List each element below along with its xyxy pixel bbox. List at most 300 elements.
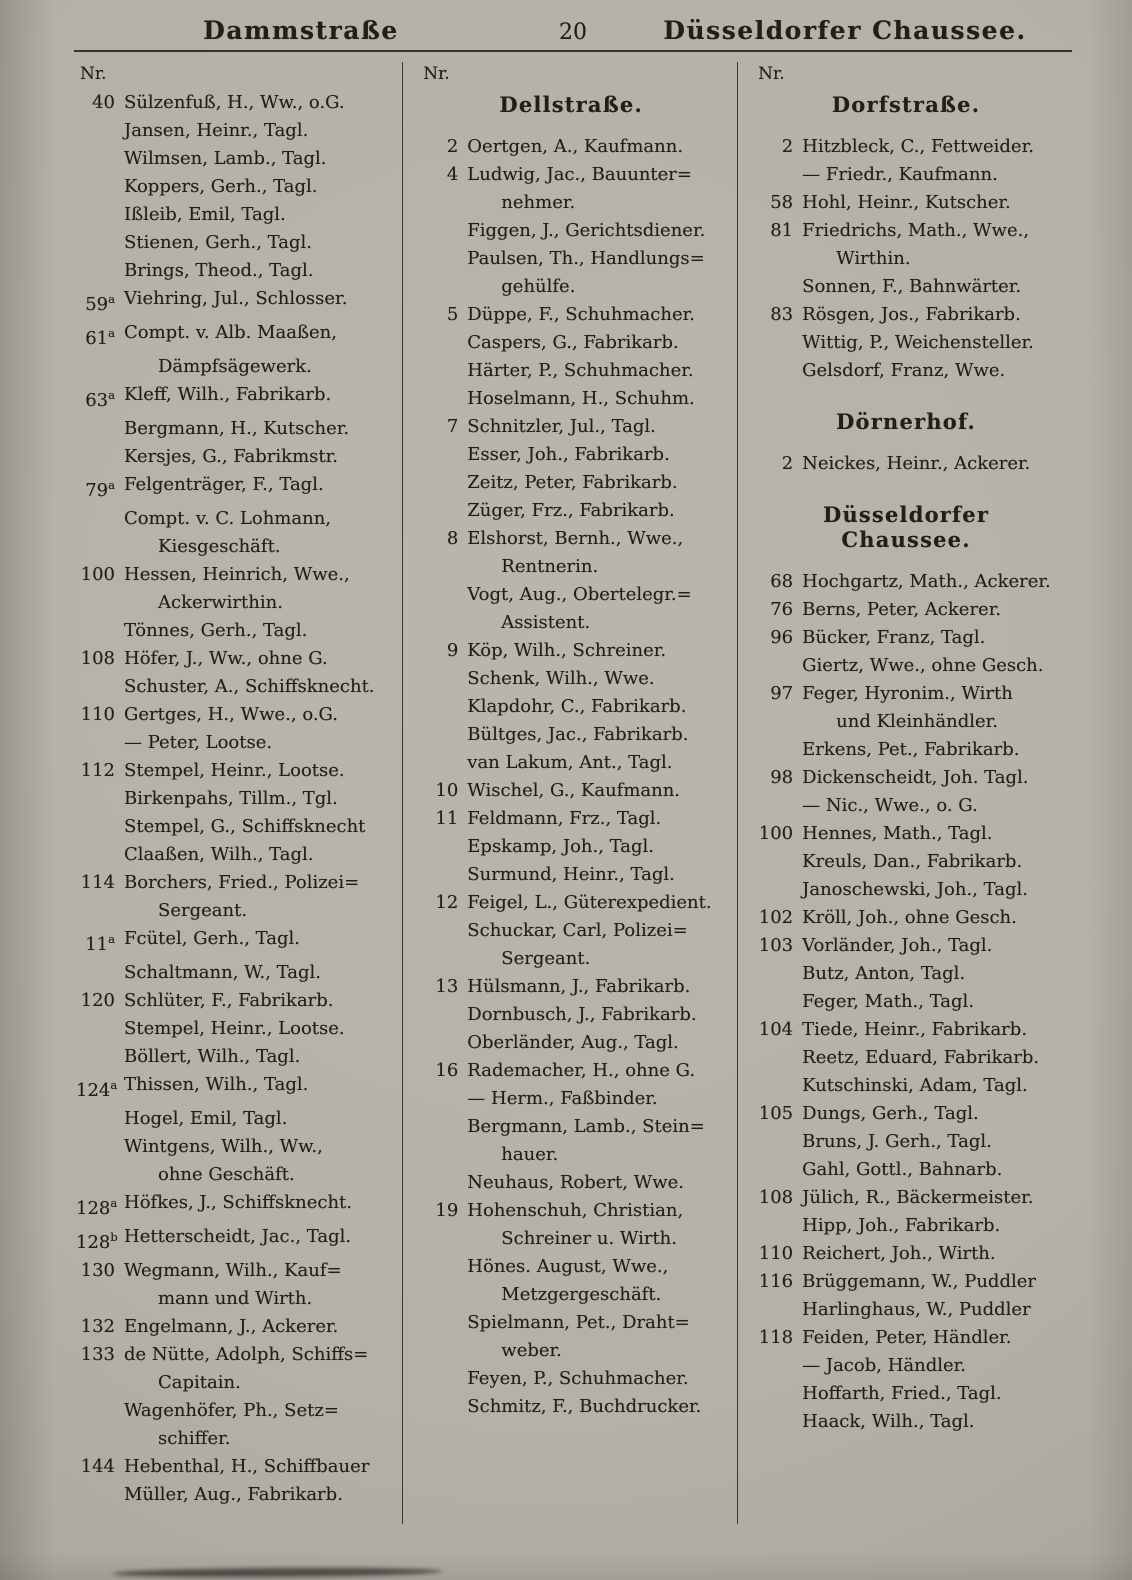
entry-line-continuation [754,708,1068,736]
entry-text: Schmitz, F., Buchdrucker. [467,1396,702,1417]
entry-line [76,1043,398,1071]
entry-text: Feger, Math., Tagl. [802,991,975,1012]
entry-text: Höfkes, J., Schiffsknecht. [124,1192,352,1213]
house-number [76,959,124,987]
entry-line [419,889,733,917]
house-number: 133 [80,1344,115,1365]
entry-line [76,1481,398,1509]
house-number: 130 [80,1260,115,1281]
house-number [419,1029,467,1057]
house-number [754,1212,802,1240]
house-number [76,785,124,813]
entry-text: Schuster, A., Schiffsknecht. [124,676,375,697]
entry-text: Feldmann, Frz., Tagl. [467,808,662,829]
entry-text: Capitain. [158,1372,241,1393]
entry-line [754,960,1068,988]
house-number: 120 [80,990,115,1011]
house-number [419,469,467,497]
house-number [419,693,467,721]
house-number: 8 [446,528,459,549]
entry-text: Sergeant. [501,948,591,969]
house-number: 112 [80,760,115,781]
entry-line-continuation [419,189,733,217]
entry-text: — Friedr., Kaufmann. [802,164,998,185]
page-number: 20 [559,20,587,45]
house-number: 12 [435,892,459,913]
entry-text: Wischel, G., Kaufmann. [467,780,681,801]
house-number [754,245,802,273]
entry-line [754,450,1068,478]
entry-text: Spielmann, Pet., Draht= [467,1312,690,1333]
entry-text: hauer. [501,1144,559,1165]
entry-text: Vogt, Aug., Obertelegr.= [467,584,692,605]
directory-columns [74,62,1072,1524]
entry-text: Hohenschuh, Christian, [467,1200,684,1221]
house-number: 104 [758,1019,794,1040]
house-number: 83 [770,304,794,325]
house-number [419,665,467,693]
house-number [754,1352,802,1380]
entry-line-continuation [419,945,733,973]
house-number [76,1043,124,1071]
house-number: 19 [435,1200,459,1221]
entry-line-continuation [76,533,398,561]
entry-text: Düppe, F., Schuhmacher. [467,304,695,325]
house-number: 97 [770,683,794,704]
entry-text: Neickes, Heinr., Ackerer. [802,453,1031,474]
entry-line [754,764,1068,792]
house-number [76,415,124,443]
entry-line-continuation [419,1141,733,1169]
house-number: 58 [770,192,794,213]
entry-line [76,1015,398,1043]
entry-line-continuation [76,897,398,925]
house-number: 81 [770,220,794,241]
entry-text: Haack, Wilh., Tagl. [802,1411,975,1432]
house-number [419,861,467,889]
house-number: 128$^a$ [76,1196,118,1219]
entry-text: Butz, Anton, Tagl. [802,963,966,984]
directory-column [737,62,1072,1524]
entry-line [419,469,733,497]
house-number: 105 [758,1103,794,1124]
entry-text: Hoffarth, Fried., Tagl. [802,1383,1002,1404]
entry-text: Rösgen, Jos., Fabrikarb. [802,304,1021,325]
entry-line [419,917,733,945]
house-number [419,385,467,413]
house-number [419,1085,467,1113]
house-number [754,273,802,301]
entry-text: Bücker, Franz, Tagl. [802,627,986,648]
house-number [754,1156,802,1184]
entry-line [419,1085,733,1113]
house-number: 2 [446,136,459,157]
house-number: 98 [770,767,794,788]
entry-line [76,173,398,201]
entry-text: Hohl, Heinr., Kutscher. [802,192,1011,213]
house-number: 16 [435,1060,459,1081]
entry-line [76,319,398,353]
entry-text: Hebenthal, H., Schiffbauer [124,1456,370,1477]
entry-line [76,1133,398,1161]
entry-text: Jülich, R., Bäckermeister. [802,1187,1034,1208]
entry-line [76,471,398,505]
entry-line [76,117,398,145]
house-number: 40 [92,92,115,113]
house-number: 108 [758,1187,794,1208]
entry-line [76,1189,398,1223]
house-number [76,1425,124,1453]
entry-line [419,1365,733,1393]
entry-line [754,1016,1068,1044]
house-number: 102 [758,907,794,928]
entry-line [76,1223,398,1257]
entry-line [419,357,733,385]
entry-text: Reetz, Eduard, Fabrikarb. [802,1047,1040,1068]
entry-text: Stienen, Gerh., Tagl. [124,232,312,253]
house-number [754,161,802,189]
entry-line-continuation [754,245,1068,273]
house-number [76,201,124,229]
entry-line [419,413,733,441]
entry-line [754,273,1068,301]
house-number: 79$^a$ [85,478,115,501]
house-number: 7 [446,416,459,437]
entry-line [419,693,733,721]
entry-text: nehmer. [501,192,576,213]
entry-line [76,729,398,757]
entry-text: Gertges, H., Wwe., o.G. [124,704,339,725]
house-number [76,229,124,257]
house-number [754,1296,802,1324]
entry-text: und Kleinhändler. [836,711,998,732]
entry-line [754,1296,1068,1324]
entry-text: Compt. v. C. Lohmann, [124,508,332,529]
entry-text: Kersjes, G., Fabrikmstr. [124,446,338,467]
entry-text: Kiesgeschäft. [158,536,281,557]
running-head-right: Düsseldorfer Chaussee. [663,16,1027,45]
house-number [754,357,802,385]
running-header [74,16,1072,45]
entry-text: Caspers, G., Fabrikarb. [467,332,679,353]
house-number: 114 [80,872,115,893]
entry-text: Ißleib, Emil, Tagl. [124,204,286,225]
entry-text: Schuckar, Carl, Polizei= [467,920,688,941]
entry-text: Böllert, Wilh., Tagl. [124,1046,301,1067]
header-rule [74,50,1072,52]
entry-line [419,217,733,245]
entry-line [419,1113,733,1141]
entry-line [754,357,1068,385]
house-number: 59$^a$ [85,292,115,315]
entry-line [76,1453,398,1481]
entry-line-continuation [76,1425,398,1453]
house-number [76,443,124,471]
house-number [754,848,802,876]
entry-text: Bergmann, H., Kutscher. [124,418,350,439]
entry-text: Kutschinski, Adam, Tagl. [802,1075,1028,1096]
entry-line [754,568,1068,596]
entry-line [76,1397,398,1425]
entry-line [76,1313,398,1341]
entry-line [76,505,398,533]
entry-text: Sonnen, F., Bahnwärter. [802,276,1022,297]
entry-line [76,257,398,285]
entry-line [419,1393,733,1421]
entry-text: Gahl, Gottl., Bahnarb. [802,1159,1003,1180]
house-number: 100 [80,564,115,585]
house-number: 11 [435,808,459,829]
house-number: 76 [770,599,794,620]
entry-text: Müller, Aug., Fabrikarb. [124,1484,343,1505]
house-number [754,1380,802,1408]
house-number [76,533,124,561]
house-number [76,617,124,645]
entry-text: Metzgergeschäft. [501,1284,662,1305]
entry-line [419,1057,733,1085]
house-number: 144 [80,1456,115,1477]
house-number [76,1161,124,1189]
entry-line [76,285,398,319]
entry-text: Klapdohr, C., Fabrikarb. [467,696,687,717]
entry-line [754,736,1068,764]
house-number [419,189,467,217]
house-number [754,329,802,357]
house-number [419,217,467,245]
entry-text: — Jacob, Händler. [802,1355,966,1376]
entry-text: Wegmann, Wilh., Kauf= [124,1260,342,1281]
entry-line [419,301,733,329]
house-number: 118 [758,1327,794,1348]
entry-line [754,820,1068,848]
house-number [754,708,802,736]
entry-line-continuation [76,589,398,617]
entry-text: Thissen, Wilh., Tagl. [124,1074,309,1095]
entry-line [419,441,733,469]
entry-text: Brings, Theod., Tagl. [124,260,314,281]
entry-line [76,89,398,117]
entry-line [419,1001,733,1029]
entry-line [76,381,398,415]
entry-text: Fcütel, Gerh., Tagl. [124,928,300,949]
entry-line [419,1197,733,1225]
house-number [419,833,467,861]
entry-line [754,876,1068,904]
entry-text: — Herm., Faßbinder. [467,1088,658,1109]
entry-text: Compt. v. Alb. Maaßen, [124,322,337,343]
house-number: 124$^a$ [76,1078,118,1101]
entry-line [754,1352,1068,1380]
house-number [76,813,124,841]
entry-text: Schreiner u. Wirth. [501,1228,678,1249]
house-number [76,257,124,285]
house-number: 110 [758,1243,794,1264]
entry-text: Köp, Wilh., Schreiner. [467,640,667,661]
entry-line [754,988,1068,1016]
house-number [76,1369,124,1397]
house-number [754,652,802,680]
entry-line [419,861,733,889]
entry-text: Vorländer, Joh., Tagl. [802,935,993,956]
entry-text: Harlinghaus, W., Puddler [802,1299,1031,1320]
scan-smudge [112,1567,442,1578]
entry-line-continuation [76,1369,398,1397]
entry-text: Schenk, Wilh., Wwe. [467,668,655,689]
house-number [419,609,467,637]
entry-line [419,245,733,273]
house-number [419,497,467,525]
entry-text: Figgen, J., Gerichtsdiener. [467,220,706,241]
house-number: 2 [781,453,794,474]
entry-text: Kreuls, Dan., Fabrikarb. [802,851,1023,872]
entry-text: — Peter, Lootse. [124,732,273,753]
entry-line [754,1380,1068,1408]
entry-text: Epskamp, Joh., Tagl. [467,836,655,857]
entry-line [419,133,733,161]
entry-line [76,561,398,589]
house-number [419,245,467,273]
house-number [754,960,802,988]
entry-line [419,777,733,805]
entry-line-continuation [419,1337,733,1365]
entry-text: Hessen, Heinrich, Wwe., [124,564,350,585]
entry-line [754,680,1068,708]
entry-line [76,869,398,897]
house-number [76,145,124,173]
running-head-left: Dammstraße [203,16,399,45]
entry-line [419,497,733,525]
entry-text: Feigel, L., Güterexpedient. [467,892,712,913]
entry-line [754,1212,1068,1240]
house-number [419,581,467,609]
entry-text: Wintgens, Wilh., Ww., [124,1136,323,1157]
entry-text: Jansen, Heinr., Tagl. [124,120,309,141]
entry-line [419,1169,733,1197]
nr-label: Nr. [423,64,450,84]
entry-text: Hetterscheidt, Jac., Tagl. [124,1226,352,1247]
house-number [76,1133,124,1161]
entry-line [76,785,398,813]
entry-line [76,959,398,987]
directory-column [74,62,402,1524]
entry-line [76,201,398,229]
entry-line [754,1268,1068,1296]
street-heading: Dörnerhof. [836,409,976,434]
house-number [419,1337,467,1365]
entry-line [76,229,398,257]
entry-text: Stempel, Heinr., Lootse. [124,1018,345,1039]
entry-line [754,217,1068,245]
entry-text: Koppers, Gerh., Tagl. [124,176,318,197]
entry-text: Bültges, Jac., Fabrikarb. [467,724,689,745]
entry-text: Dornbusch, J., Fabrikarb. [467,1004,697,1025]
house-number [754,1044,802,1072]
house-number [419,1169,467,1197]
entry-line-continuation [419,609,733,637]
entry-text: Zeitz, Peter, Fabrikarb. [467,472,678,493]
entry-line [76,757,398,785]
entry-text: Birkenpahs, Tillm., Tgl. [124,788,338,809]
entry-line [76,1341,398,1369]
house-number [76,1397,124,1425]
entry-line [76,701,398,729]
entry-line [419,833,733,861]
entry-text: Elshorst, Bernh., Wwe., [467,528,684,549]
entry-text: Oberländer, Aug., Tagl. [467,1032,679,1053]
entry-line [754,301,1068,329]
entry-line-continuation [76,353,398,381]
entry-line [419,973,733,1001]
directory-column [402,62,737,1524]
entry-line [754,904,1068,932]
entry-line [76,813,398,841]
house-number [76,117,124,145]
house-number [419,357,467,385]
house-number: 13 [435,976,459,997]
entry-text: Bruns, J. Gerh., Tagl. [802,1131,992,1152]
entry-text: Schlüter, F., Fabrikarb. [124,990,334,1011]
nr-label: Nr. [80,64,107,84]
entry-text: Kröll, Joh., ohne Gesch. [802,907,1017,928]
entry-text: Neuhaus, Robert, Wwe. [467,1172,685,1193]
house-number [419,1113,467,1141]
entry-text: Engelmann, J., Ackerer. [124,1316,339,1337]
entry-line-continuation [419,1281,733,1309]
street-heading: Dorfstraße. [831,92,981,117]
entry-line [419,1029,733,1057]
entry-line-continuation [76,1161,398,1189]
house-number: 108 [80,648,115,669]
entry-text: Hitzbleck, C., Fettweider. [802,136,1034,157]
entry-line [754,133,1068,161]
house-number: 10 [435,780,459,801]
house-number [76,1015,124,1043]
entry-line [754,1156,1068,1184]
entry-line [754,848,1068,876]
entry-text: Gelsdorf, Franz, Wwe. [802,360,1006,381]
entry-text: Ludwig, Jac., Bauunter= [467,164,692,185]
entry-text: Stempel, Heinr., Lootse. [124,760,345,781]
house-number [419,553,467,581]
house-number: 63$^a$ [85,388,115,411]
entry-line [76,145,398,173]
entry-text: Hoselmann, H., Schuhm. [467,388,695,409]
entry-line [76,925,398,959]
entry-text: Surmund, Heinr., Tagl. [467,864,675,885]
entry-text: Friedrichs, Math., Wwe., [802,220,1030,241]
entry-text: Paulsen, Th., Handlungs= [467,248,705,269]
entry-line [419,637,733,665]
entry-text: Tiede, Heinr., Fabrikarb. [802,1019,1028,1040]
entry-text: Erkens, Pet., Fabrikarb. [802,739,1020,760]
house-number: 96 [770,627,794,648]
entry-line [419,525,733,553]
entry-text: Hogel, Emil, Tagl. [124,1108,288,1129]
house-number: 132 [80,1316,115,1337]
entry-text: Höfer, J., Ww., ohne G. [124,648,328,669]
house-number [76,897,124,925]
house-number [76,841,124,869]
house-number: 61$^a$ [85,326,115,349]
house-number: 103 [758,935,794,956]
entry-line [754,1184,1068,1212]
entry-text: Dickenscheidt, Joh. Tagl. [802,767,1029,788]
entry-text: Hennes, Math., Tagl. [802,823,993,844]
entry-text: — Nic., Wwe., o. G. [802,795,978,816]
entry-text: Viehring, Jul., Schlosser. [124,288,348,309]
house-number [76,1105,124,1133]
entry-line [754,1072,1068,1100]
